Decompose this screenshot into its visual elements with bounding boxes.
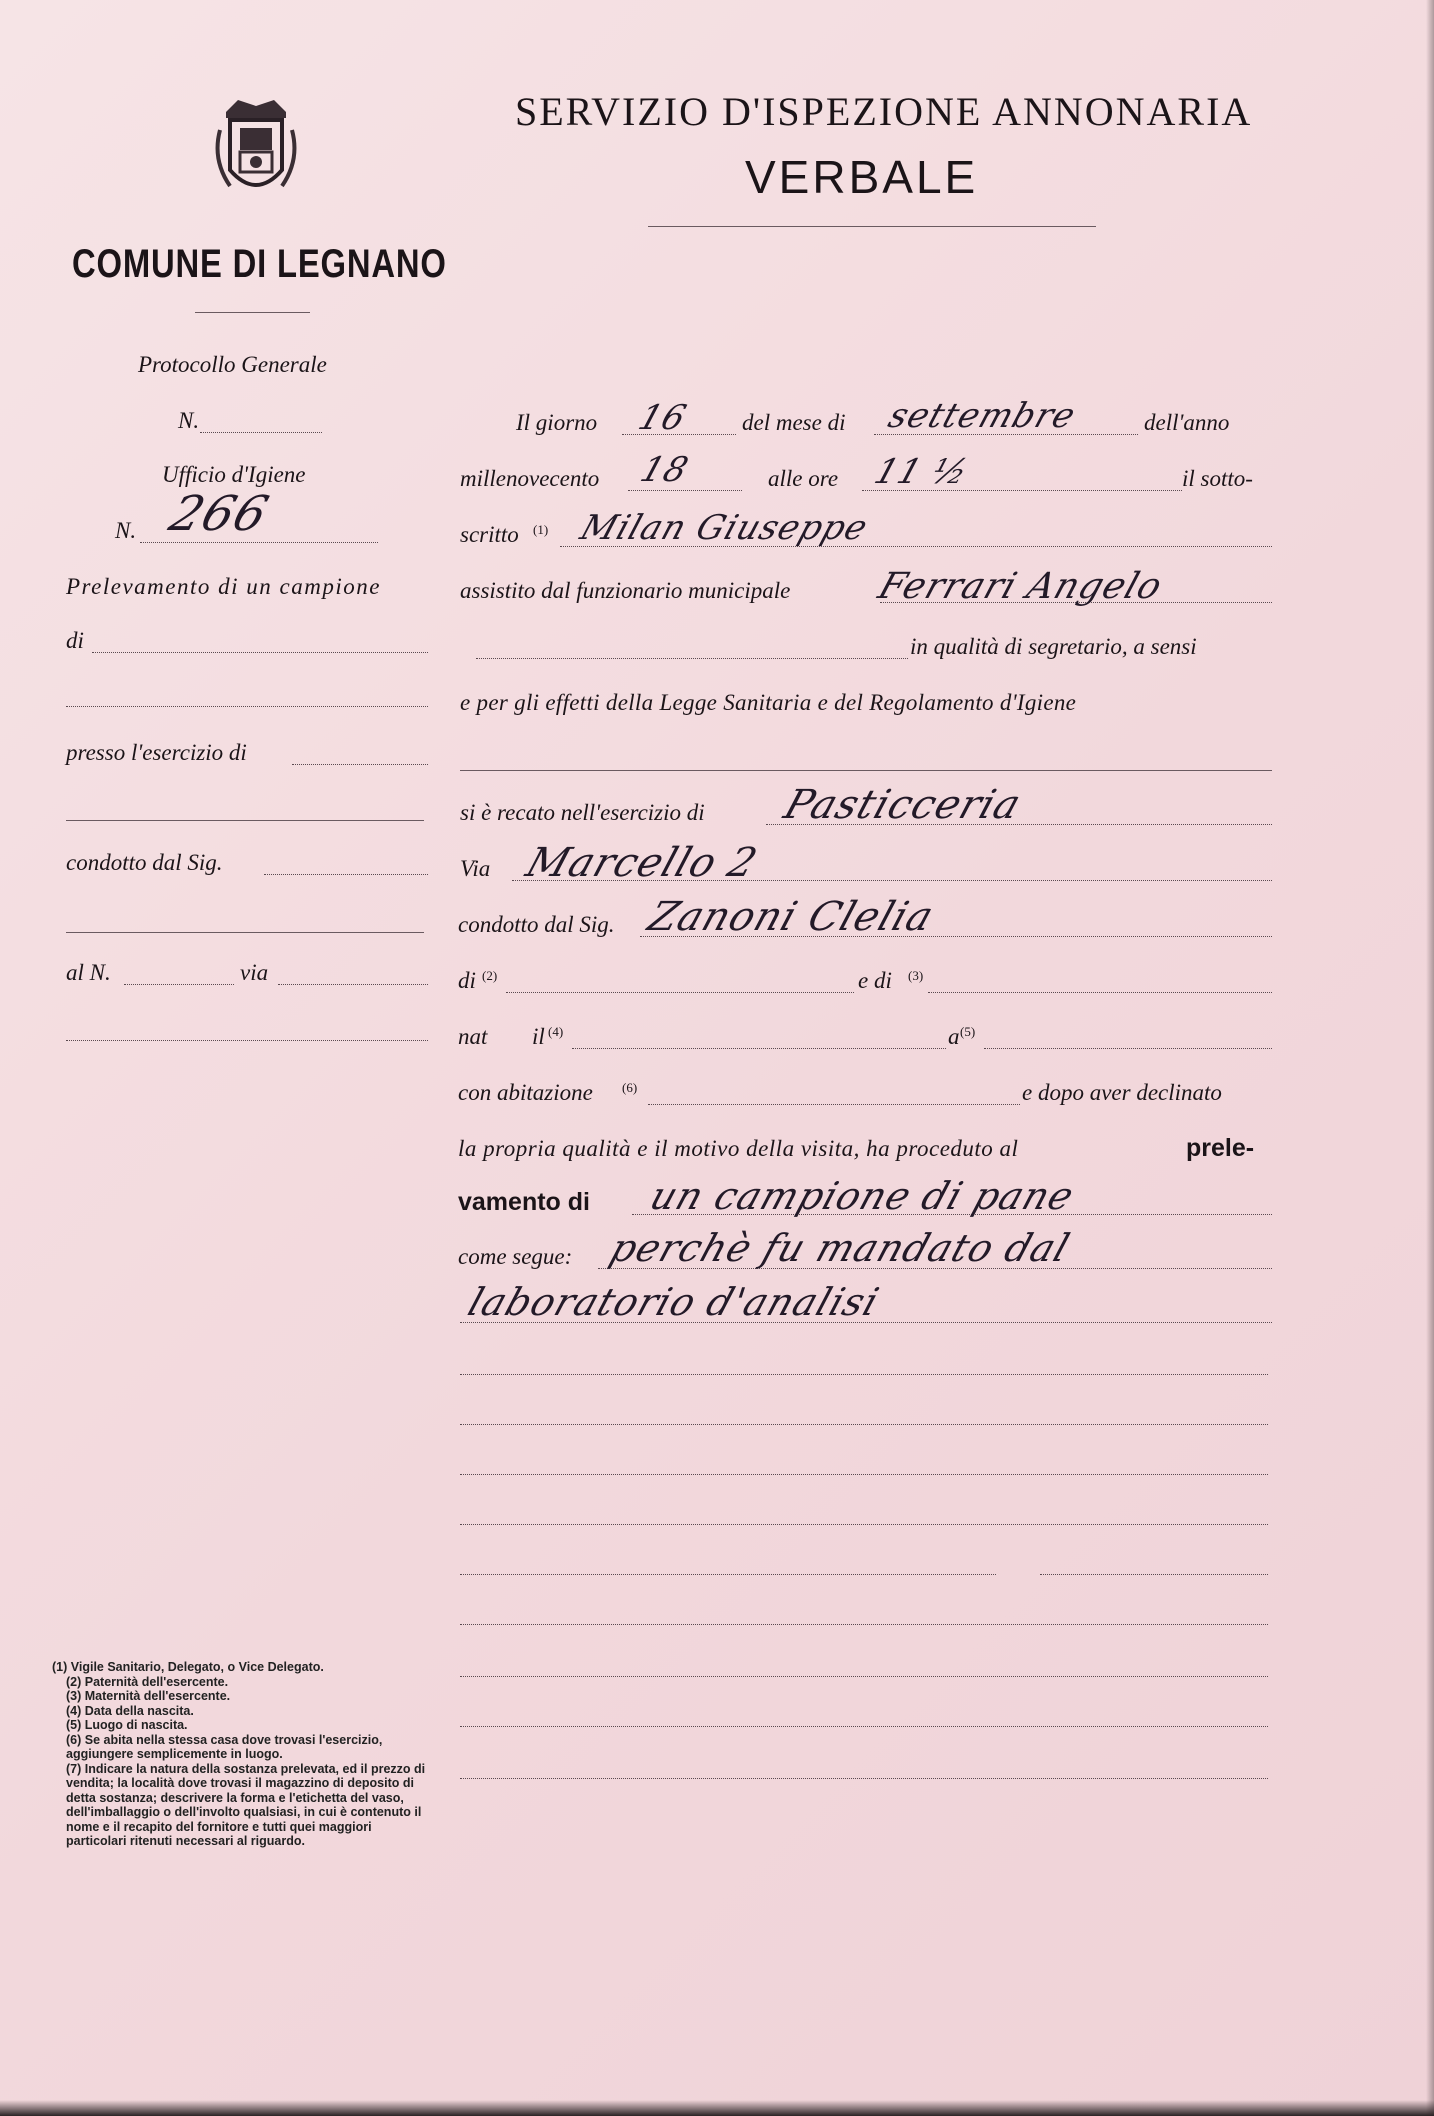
blank-line[interactable] [460, 1676, 1268, 1677]
abitazione-field[interactable] [648, 1104, 1020, 1105]
note-marker: (3) [908, 968, 924, 983]
footnote: (1) Vigile Sanitario, Delegato, o Vice Delegato. [52, 1660, 324, 1674]
il-label: il [532, 1024, 545, 1049]
note-marker: (4) [548, 1024, 564, 1039]
millenovecento-value: 18 [635, 450, 694, 490]
blank-line[interactable] [460, 1574, 996, 1575]
n-field[interactable] [200, 432, 322, 433]
n-label: N. [178, 408, 200, 433]
giorno-value: 16 [633, 398, 692, 438]
funzionario-value: Ferrari Angelo [873, 566, 1168, 607]
blank-line[interactable] [1040, 1574, 1268, 1575]
footnote: (5) Luogo di nascita. [66, 1718, 188, 1732]
blank-line[interactable] [476, 658, 908, 659]
di-label: di [66, 628, 84, 653]
mese-label: del mese di [742, 410, 846, 435]
a-field[interactable] [984, 1048, 1272, 1049]
blank-line[interactable] [460, 1524, 1268, 1525]
presso-label: presso l'esercizio di [66, 740, 247, 765]
ore-label: alle ore [768, 466, 839, 491]
protocol-number: 266 [162, 486, 276, 542]
page-edge [0, 2100, 1434, 2116]
condotto-label: condotto dal Sig. [458, 912, 615, 937]
di-field[interactable] [92, 652, 428, 653]
abitazione-label: con abitazione [458, 1080, 593, 1105]
blank-line[interactable] [66, 706, 428, 707]
vamento-value: un campione di pane [644, 1174, 1081, 1218]
municipal-crest-icon [208, 90, 304, 210]
blank-line[interactable] [66, 820, 424, 821]
divider [195, 312, 310, 313]
protocollo-label: Protocollo Generale [138, 352, 327, 377]
blank-line[interactable] [66, 1040, 428, 1041]
via-left-label: via [240, 960, 269, 985]
propria-label: la propria qualità e il motivo della visita, ha proceduto al [458, 1136, 1019, 1161]
municipality-name: COMUNE DI LEGNANO [72, 242, 447, 286]
segue-value: perchè fu mandato dal [604, 1226, 1076, 1270]
document-title: SERVIZIO D'ISPEZIONE ANNONARIA [515, 89, 1253, 134]
blank-line[interactable] [460, 1374, 1268, 1375]
scritto-value: Milan Giuseppe [575, 508, 874, 548]
esercizio-value: Pasticceria [778, 782, 1028, 828]
edi-label: e di [858, 968, 892, 993]
prele-label: prele- [1186, 1134, 1255, 1162]
footnote: (6) Se abita nella stessa casa dove trovasi l'esercizio, aggiungere semplicemente in luogo. [66, 1732, 383, 1761]
al-n-field[interactable] [124, 984, 234, 985]
sottoscritto-label: il sotto- [1182, 466, 1253, 491]
edi-field[interactable] [928, 992, 1272, 993]
divider [648, 226, 1096, 227]
prelevamento-label: Prelevamento di un campione [66, 574, 381, 599]
a-label: a [948, 1024, 960, 1049]
condotto-value: Zanoni Clelia [642, 894, 940, 940]
footnote: (4) Data della nascita. [66, 1703, 194, 1718]
segue-label: come segue: [458, 1244, 573, 1269]
declinato-label: e dopo aver declinato [1022, 1080, 1222, 1105]
note-marker: (5) [960, 1024, 976, 1039]
n2-label: N. [115, 518, 137, 543]
presso-field[interactable] [292, 764, 428, 765]
blank-line[interactable] [66, 932, 424, 933]
via-value: Marcello 2 [520, 840, 764, 886]
note-marker: (1) [533, 522, 549, 537]
ore-value: 11 ½ [869, 452, 974, 492]
footnotes [52, 1660, 432, 1849]
di-field[interactable] [506, 992, 854, 993]
note-marker: (2) [482, 968, 498, 983]
mese-value: settembre [883, 396, 1081, 436]
assistito-label: assistito dal funzionario municipale [460, 578, 791, 603]
blank-line[interactable] [460, 770, 1272, 771]
ufficio-label: Ufficio d'Igiene [162, 462, 306, 487]
blank-line[interactable] [460, 1474, 1268, 1475]
condotto-left-label: condotto dal Sig. [66, 850, 223, 875]
scritto-label: scritto [460, 522, 519, 547]
footnote: (2) Paternità dell'esercente. [66, 1674, 229, 1689]
note-marker: (6) [622, 1080, 638, 1095]
blank-line[interactable] [460, 1424, 1268, 1425]
blank-line[interactable] [460, 1624, 1268, 1625]
via-label: Via [460, 856, 491, 881]
segue-value: laboratorio d'analisi [462, 1280, 885, 1324]
n2-field[interactable] [140, 542, 378, 543]
via-field[interactable] [278, 984, 428, 985]
footnote: (3) Maternità dell'esercente. [66, 1689, 231, 1703]
al-n-label: al N. [66, 960, 111, 985]
anno-label: dell'anno [1144, 410, 1230, 435]
giorno-label: Il giorno [516, 410, 598, 435]
millenovecento-label: millenovecento [460, 466, 600, 491]
recato-label: si è recato nell'esercizio di [460, 800, 705, 825]
blank-line[interactable] [460, 1726, 1268, 1727]
page-edge [1426, 0, 1434, 2116]
condotto-field[interactable] [264, 874, 428, 875]
qualita-label: in qualità di segretario, a sensi [910, 634, 1197, 659]
legge-label: e per gli effetti della Legge Sanitaria e del Regolamento d'Igiene [460, 690, 1077, 715]
di-label: di [458, 968, 476, 993]
nat-label: nat [458, 1024, 488, 1049]
document-subtitle: VERBALE [745, 151, 979, 203]
millenovecento-field[interactable] [628, 490, 742, 491]
il-field[interactable] [572, 1048, 946, 1049]
blank-line[interactable] [460, 1778, 1268, 1779]
footnote: (7) Indicare la natura della sostanza prelevata, ed il prezzo di vendita; la località dove trovasi il magazzino di deposito di detta sostanza; descrivere la forma e l'etichetta del vaso, dell'imballaggio o dell'involto qualsiasi, in cui è contenuto il nome e il recapito del fornitore e tutti quei maggiori particolari ritenuti necessari al riguardo. [66, 1761, 426, 1848]
vamento-label: vamento di [458, 1188, 590, 1216]
